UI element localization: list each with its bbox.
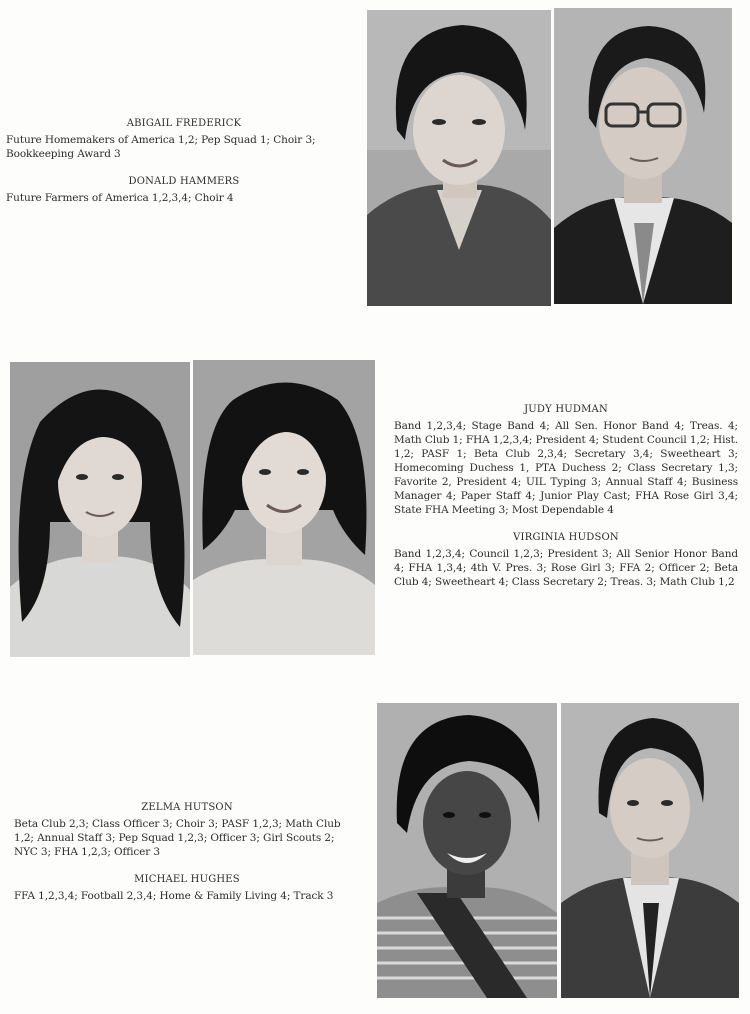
portrait-photo-zelma-hutson [377, 703, 557, 998]
portrait-photo-donald-hammers [554, 8, 732, 304]
student-activities: Beta Club 2,3; Class Officer 3; Choir 3; PASF 1,2,3; Math Club 1,2; Annual Staff 3; Pep Squad 1,2,3; Officer 3; Girl Scouts 2; NYC 3; FHA 1,2,3; Officer 3 [14, 818, 341, 858]
student-name: VIRGINIA HUDSON [513, 532, 619, 543]
portrait-photo-virginia-hudson [193, 360, 375, 655]
student-activities: Future Farmers of America 1,2,3,4; Choir 4 [6, 192, 234, 204]
portrait-photo-judy-hudman [10, 362, 190, 657]
student-name: MICHAEL HUGHES [134, 874, 240, 885]
bio-block-top [6, 117, 362, 205]
student-activities: FFA 1,2,3,4; Football 2,3,4; Home & Family Living 4; Track 3 [14, 890, 334, 902]
portrait-photo-michael-hughes [561, 703, 739, 998]
student-name: DONALD HAMMERS [128, 176, 240, 187]
student-name: ABIGAIL FREDERICK [126, 118, 242, 129]
bio-block-middle [394, 403, 738, 589]
portrait-photo-abigail-frederick [367, 10, 551, 306]
student-activities: Future Homemakers of America 1,2; Pep Squad 1; Choir 3; Bookkeeping Award 3 [6, 134, 316, 160]
student-activities: Band 1,2,3,4; Council 1,2,3; President 3; All Senior Honor Band 4; FHA 1,3,4; 4th V. Pres. 3; Rose Girl 3; FFA 2; Officer 2; Beta Club 4; Sweetheart 4; Class Secretary 2; Treas. 3; Math Club 1,2 [394, 548, 738, 588]
student-name: JUDY HUDMAN [524, 404, 608, 415]
student-name: ZELMA HUTSON [141, 802, 233, 813]
bio-block-bottom [14, 801, 360, 903]
student-activities: Band 1,2,3,4; Stage Band 4; All Sen. Honor Band 4; Treas. 4; Math Club 1; FHA 1,2,3,4; President 4; Student Council 1,2; Hist. 1,2; PASF 1; Beta Club 2,3,4; Secretary 3,4; Sweetheart 3; Homecoming Duchess 1, PTA Duchess 2; Class Secretary 1,3; Favorite 2, President 4; UIL Typing 3; Annual Staff 4; Business Manager 4; Paper Staff 4; Junior Play Cast; FHA Rose Girl 3,4; State FHA Meeting 3; Most Dependable 4 [394, 420, 738, 516]
